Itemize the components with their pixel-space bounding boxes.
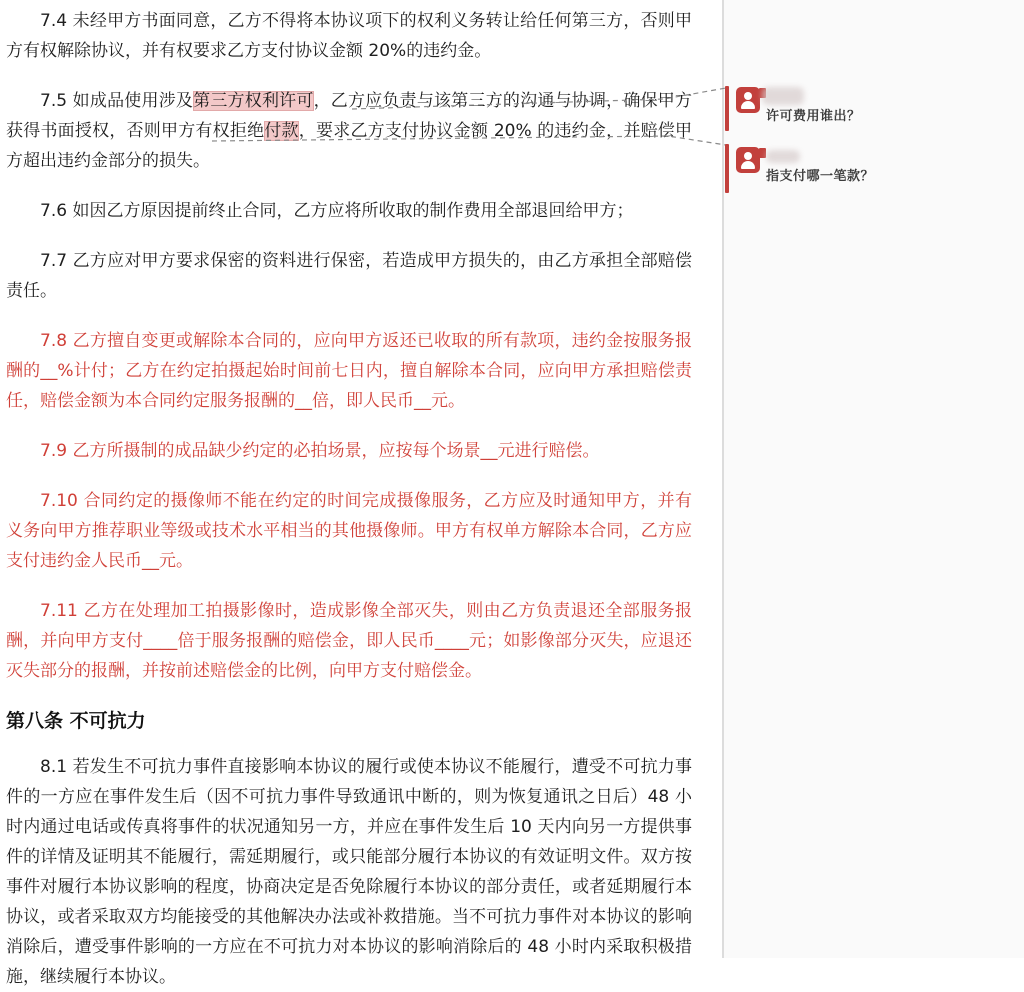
paragraph-7-11	[6, 596, 692, 686]
text-run: 第八条 不可抗力	[6, 710, 146, 732]
text-run: 7.11 乙方在处理加工拍摄影像时，造成影像全部灭失，则由乙方负责退还全部服务报酬，并向甲方支付____倍于服务报酬的赔偿金，即人民币____元；如影像部分灭失，应退还灭失部分的报酬，并按前述赔偿金的比例，向甲方支付赔偿金。	[6, 601, 692, 681]
comment-highlighted-text[interactable]: 付款	[264, 121, 299, 141]
paragraph-7-10	[6, 486, 692, 576]
text-run: 7.8 乙方擅自变更或解除本合同的，应向甲方返还已收取的所有款项，违约金按服务报酬的__%计付；乙方在约定拍摄起始时间前七日内，擅自解除本合同，应向甲方承担赔偿责任，赔偿金额为本合同约定服务报酬的__倍，即人民币__元。	[6, 331, 692, 411]
comment-2-anchor-bar	[725, 144, 729, 193]
user-avatar-icon	[736, 87, 760, 113]
text-run: 7.9 乙方所摄制的成品缺少约定的必拍场景，应按每个场景__元进行赔偿。	[40, 441, 600, 461]
text-run: 7.4 未经甲方书面同意，乙方不得将本协议项下的权利义务转让给任何第三方，否则甲方有权解除协议，并有权要求乙方支付协议金额 20%的违约金。	[6, 11, 692, 61]
text-run: 7.5 如成品使用涉及	[40, 91, 194, 111]
text-run: 7.7 乙方应对甲方要求保密的资料进行保密，若造成甲方损失的，由乙方承担全部赔偿责任。	[6, 251, 692, 301]
text-run: 7.6 如因乙方原因提前终止合同，乙方应将所收取的制作费用全部退回给甲方；	[40, 201, 634, 221]
paragraph-7-7	[6, 246, 692, 306]
paragraph-7-5	[6, 86, 692, 176]
text-run: ，要求乙方支付协议金额 20% 的违约金，并赔偿甲方超出违约金部分的损失。	[6, 121, 693, 171]
paragraph-7-8	[6, 326, 692, 416]
user-avatar-icon	[736, 147, 760, 173]
text-run: 7.10 合同约定的摄像师不能在约定的时间完成摄像服务，乙方应及时通知甲方，并有义务向甲方推荐职业等级或技术水平相当的其他摄像师。甲方有权单方解除本合同，乙方应支付违约金人民币__元。	[6, 491, 692, 571]
paragraph-8-1	[6, 752, 692, 992]
comment-2-text: 指支付哪一笔款？	[766, 169, 875, 184]
comment-1-text: 许可费用谁出？	[766, 109, 861, 124]
comment-1-author-redacted	[762, 87, 804, 105]
comment-1-anchor-bar	[725, 86, 729, 131]
text-run: 8.1 若发生不可抗力事件直接影响本协议的履行或使本协议不能履行，遭受不可抗力事件的一方应在事件发生后（因不可抗力事件导致通讯中断的，则为恢复通讯之日后）48 小时内通过电话或传真将事件的状况通知另一方，并应在事件发生后 10 天内向另一方提供事件的详情及证明其不能履行，需延期履行，或只能部分履行本协议的有效证明文件。双方按事件对履行本协议影响的程度，协商决定是否免除履行本协议的部分责任，或者延期履行本协议，或者采取双方均能接受的其他解决办法或补救措施。当不可抗力事件对本协议的影响消除后，遭受事件影响的一方应在不可抗力对本协议的影响消除后的 48 小时内采取积极措施，继续履行本协议。	[6, 757, 692, 987]
comment-2-author-redacted	[766, 150, 800, 163]
paragraph-7-4	[6, 6, 692, 66]
paragraph-7-6	[6, 196, 692, 226]
comment-highlighted-text[interactable]: 第三方权利许可	[193, 91, 314, 111]
paragraph-7-9	[6, 436, 692, 466]
text-run: ，乙方应负责与该第三方的沟通与协调，确保甲方获得书面授权，否则甲方有权拒绝	[6, 91, 692, 141]
heading-article-8	[6, 706, 692, 736]
